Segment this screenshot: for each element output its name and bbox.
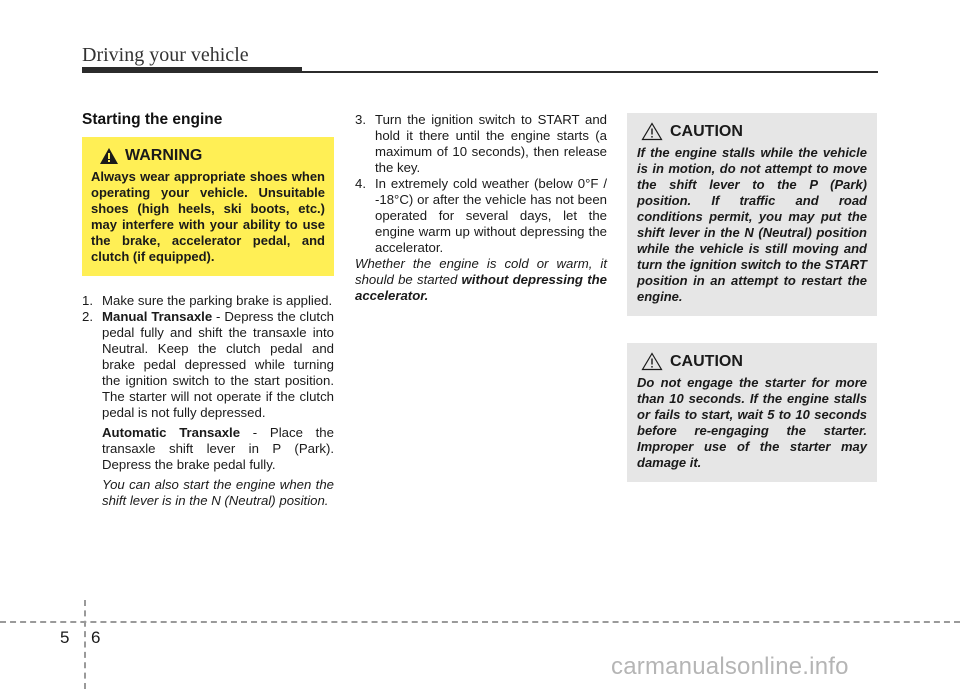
caution-text: If the engine stalls while the vehicle is in motion, do not attempt to move the shift lever to the P (Park) position. If traffic and road conditions permit, you may put the shift lever in the N (Neutral) position while the vehicle is still moving and turn the ignition switch to the START position in an attempt to restart the engine. <box>637 145 867 304</box>
middle-column <box>355 112 607 304</box>
caution-text: Do not engage the starter for more than 10 seconds. If the engine stalls or fails to start, wait 5 to 10 seconds before re-engaging the starter. Improper use of the starter may damage it. <box>637 375 867 470</box>
step-item <box>355 112 607 176</box>
caution-box <box>627 343 877 482</box>
page-number: 6 <box>91 628 101 647</box>
step-item <box>82 293 334 309</box>
cold-warm-note <box>355 256 607 304</box>
step-number: 3. <box>355 112 366 127</box>
warning-heading: WARNING <box>125 147 203 164</box>
step-number: 2. <box>82 309 93 324</box>
note-plain: Whether the engine is cold or warm, it should be started <box>355 256 607 287</box>
step-item <box>82 309 334 421</box>
step-text: Make sure the parking brake is applied. <box>102 293 333 308</box>
warning-text: Always wear appropriate shoes when operating your vehicle. Unsuitable shoes (high heels, ski boots, etc.) may interfere with your ability to use the brake, accelerator pedal, and clutch (if equipped). <box>91 169 325 264</box>
step-text: Turn the ignition switch to START and hold it there until the engine starts (a maximum of 10 seconds), then release the key. <box>375 112 607 175</box>
watermark: carmanualsonline.info <box>611 653 849 680</box>
note-bold: without depressing the accelerator. <box>355 272 607 303</box>
caution-heading-row <box>637 122 867 141</box>
caution-triangle-icon <box>641 352 663 371</box>
footer-vertical-rule <box>84 600 86 689</box>
step-number: 1. <box>82 293 93 308</box>
section-number: 5 <box>60 628 70 647</box>
caution-heading-row <box>637 352 867 371</box>
warning-heading-row <box>91 147 325 165</box>
page-header-title: Driving your vehicle <box>82 44 249 66</box>
footer-dashed-rule <box>0 621 960 623</box>
section-title: Starting the engine <box>82 111 223 128</box>
automatic-lead: Automatic Transaxle <box>102 425 241 440</box>
step-text: In extremely cold weather (below 0°F / -18°C) or after the vehicle has not been operated for several days, let the engine warm up without depressing the accelerator. <box>375 176 607 255</box>
caution-heading: CAUTION <box>670 122 743 140</box>
caution-triangle-icon <box>641 122 663 141</box>
warning-box <box>82 137 334 276</box>
warning-triangle-icon <box>99 147 119 165</box>
right-column <box>627 112 877 482</box>
header-rule-thick <box>82 67 302 73</box>
step-lead: Manual Transaxle <box>102 309 213 324</box>
automatic-text: - Place the transaxle shift lever in P (Park). Depress the brake pedal fully. <box>102 425 334 472</box>
step-body <box>102 309 334 421</box>
caution-box <box>627 113 877 316</box>
caution-heading: CAUTION <box>670 352 743 370</box>
neutral-note: You can also start the engine when the shift lever is in the N (Neutral) position. <box>102 477 334 508</box>
step-text: - Depress the clutch pedal fully and shift the transaxle into Neutral. Keep the clutch pedal and brake pedal depressed while turning the ignition switch to the start position. The starter will not operate if the clutch pedal is not fully depressed. <box>102 309 334 420</box>
step-item <box>355 176 607 256</box>
step-number: 4. <box>355 176 366 191</box>
automatic-paragraph <box>82 425 334 473</box>
left-column <box>82 112 334 509</box>
header-rule-thin <box>300 71 878 73</box>
